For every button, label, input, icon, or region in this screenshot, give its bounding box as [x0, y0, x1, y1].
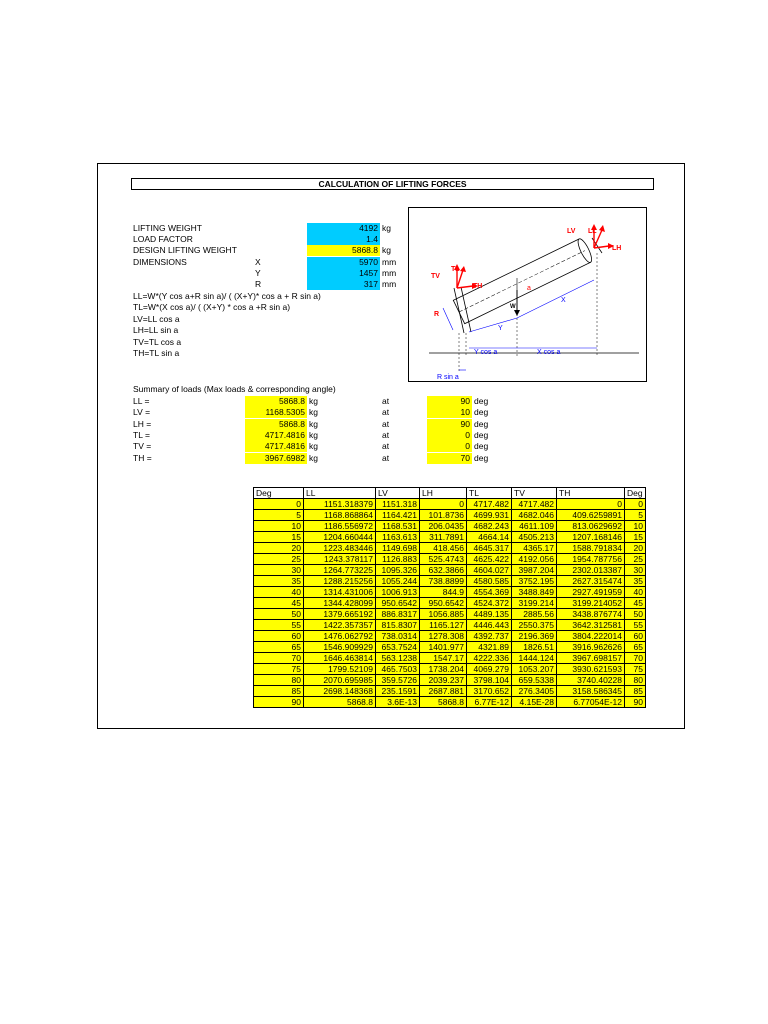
table-cell: 25 — [254, 554, 304, 565]
table-cell: 3158.586345 — [557, 686, 625, 697]
summary-unit: kg — [309, 429, 318, 440]
r-dim — [443, 308, 453, 330]
table-cell: 1204.660444 — [304, 532, 376, 543]
load-factor-value[interactable]: 1.4 — [307, 234, 380, 245]
table-cell: 4611.109 — [512, 521, 557, 532]
summary-deg: deg — [474, 418, 489, 429]
summary-at: at — [382, 452, 390, 463]
table-cell: 3916.962626 — [557, 642, 625, 653]
summary-angle: 70 — [427, 453, 472, 464]
vessel-body — [453, 237, 594, 323]
summary-deg: deg — [474, 407, 489, 418]
formula-ll: LL=W*(Y cos a+R sin a)/ ( (X+Y)* cos a + R sin a) — [133, 291, 321, 301]
summary-heading: Summary of loads (Max loads & corresponding angle) — [133, 384, 336, 394]
summary-deg: deg — [474, 441, 489, 452]
table-cell: 5868.8 — [420, 697, 467, 708]
table-cell: 30 — [254, 565, 304, 576]
summary-unit: kg — [309, 452, 318, 463]
summary-at: at — [382, 441, 390, 452]
table-cell: 4664.14 — [467, 532, 512, 543]
r-value[interactable]: 317 — [307, 279, 380, 290]
table-cell: 3642.312581 — [557, 620, 625, 631]
label-tl: TL — [451, 266, 460, 273]
th-arrow — [457, 286, 473, 288]
table-cell: 45 — [254, 598, 304, 609]
table-cell: 1264.773225 — [304, 565, 376, 576]
table-cell: 950.6542 — [420, 598, 467, 609]
table-cell: 563.1238 — [376, 653, 420, 664]
table-cell: 815.8307 — [376, 620, 420, 631]
label-lh: LH — [612, 245, 622, 252]
formula-tv: TV=TL cos a — [133, 337, 182, 347]
summary-label: TV = — [133, 441, 152, 452]
table-cell: 0 — [625, 499, 646, 510]
lifting-weight-unit: kg — [382, 223, 391, 233]
lifting-weight-label: LIFTING WEIGHT — [133, 223, 202, 233]
table-cell: 4554.369 — [467, 587, 512, 598]
w-arrow-head — [514, 310, 520, 316]
table-cell: 70 — [625, 653, 646, 664]
label-r: R — [434, 311, 440, 318]
table-cell: 4717.482 — [512, 499, 557, 510]
summary-unit: kg — [309, 441, 318, 452]
table-cell: 3199.214052 — [557, 598, 625, 609]
design-weight-label: DESIGN LIFTING WEIGHT — [133, 245, 237, 255]
summary-label: TH = — [133, 452, 152, 463]
lifting-diagram — [408, 207, 647, 382]
table-cell: 1006.913 — [376, 587, 420, 598]
y-unit: mm — [382, 268, 397, 278]
col-ll: LL — [304, 488, 376, 499]
table-cell: 1344.428099 — [304, 598, 376, 609]
table-cell: 0 — [557, 499, 625, 510]
table-cell: 0 — [254, 499, 304, 510]
summary-value: 1168.5305 — [245, 407, 307, 418]
y-dim — [469, 318, 517, 332]
table-cell: 1149.698 — [376, 543, 420, 554]
table-cell: 4604.027 — [467, 565, 512, 576]
table-cell: 2302.013387 — [557, 565, 625, 576]
col-deg: Deg — [254, 488, 304, 499]
table-cell: 1207.168146 — [557, 532, 625, 543]
table-cell: 45 — [625, 598, 646, 609]
table-cell: 659.5338 — [512, 675, 557, 686]
table-cell: 1379.665192 — [304, 609, 376, 620]
table-cell: 1401.977 — [420, 642, 467, 653]
table-cell: 1954.787756 — [557, 554, 625, 565]
table-cell: 1444.124 — [512, 653, 557, 664]
formula-tl: TL=W*(X cos a)/ ( (X+Y) * cos a +R sin a) — [133, 302, 291, 312]
label-tv: TV — [431, 273, 440, 280]
formula-lv: LV=LL cos a — [133, 314, 180, 324]
table-row — [254, 565, 646, 576]
table-cell: 4682.046 — [512, 510, 557, 521]
table-cell: 101.8736 — [420, 510, 467, 521]
label-angle: a — [527, 285, 531, 292]
table-cell: 844.9 — [420, 587, 467, 598]
load-table — [253, 487, 646, 708]
table-cell: 2070.695985 — [304, 675, 376, 686]
table-cell: 1288.215256 — [304, 576, 376, 587]
table-cell: 4321.89 — [467, 642, 512, 653]
table-cell: 1168.868864 — [304, 510, 376, 521]
table-cell: 4392.737 — [467, 631, 512, 642]
table-cell: 1164.421 — [376, 510, 420, 521]
label-ycos: Y cos a — [474, 349, 498, 356]
table-row — [254, 642, 646, 653]
lh-arrow — [594, 246, 609, 248]
summary-label: LL = — [133, 396, 150, 406]
table-cell: 6.77E-12 — [467, 697, 512, 708]
summary-label: LV = — [133, 407, 151, 418]
table-cell: 50 — [254, 609, 304, 620]
y-value[interactable]: 1457 — [307, 268, 380, 279]
summary-angle: 0 — [427, 441, 472, 452]
table-cell: 1546.909929 — [304, 642, 376, 653]
formula-th: TH=TL sin a — [133, 348, 180, 358]
x-value[interactable]: 5970 — [307, 257, 380, 268]
table-cell: 75 — [254, 664, 304, 675]
summary-at: at — [382, 396, 390, 406]
table-cell: 85 — [254, 686, 304, 697]
table-row — [254, 499, 646, 510]
summary-value: 3967.6982 — [245, 453, 307, 464]
summary-unit: kg — [309, 396, 318, 406]
y-label: Y — [255, 268, 261, 278]
table-cell: 25 — [625, 554, 646, 565]
summary-angle: 0 — [427, 430, 472, 441]
table-cell: 15 — [625, 532, 646, 543]
summary-angle: 90 — [427, 396, 472, 407]
table-cell: 65 — [625, 642, 646, 653]
summary-value: 4717.4816 — [245, 430, 307, 441]
lifting-weight-value[interactable]: 4192 — [307, 223, 380, 234]
load-factor-label: LOAD FACTOR — [133, 234, 193, 244]
table-cell: 5 — [254, 510, 304, 521]
table-cell: 525.4743 — [420, 554, 467, 565]
label-x: X — [561, 297, 566, 304]
table-cell: 2698.148368 — [304, 686, 376, 697]
table-row — [254, 653, 646, 664]
ll-arrow-head — [599, 225, 605, 232]
summary-at: at — [382, 407, 390, 418]
table-row — [254, 510, 646, 521]
table-cell: 3752.195 — [512, 576, 557, 587]
table-cell: 3170.652 — [467, 686, 512, 697]
table-cell: 3488.849 — [512, 587, 557, 598]
table-cell: 0 — [420, 499, 467, 510]
load-table-header — [254, 488, 646, 499]
design-weight-value: 5868.8 — [307, 245, 380, 256]
r-unit: mm — [382, 279, 397, 289]
table-cell: 1476.062792 — [304, 631, 376, 642]
table-cell: 4365.17 — [512, 543, 557, 554]
table-cell: 1422.357357 — [304, 620, 376, 631]
table-cell: 2196.369 — [512, 631, 557, 642]
col-tl: TL — [467, 488, 512, 499]
table-cell: 85 — [625, 686, 646, 697]
summary-unit: kg — [309, 407, 318, 418]
label-rsin: R sin a — [437, 374, 459, 381]
table-cell: 311.7891 — [420, 532, 467, 543]
table-cell: 465.7503 — [376, 664, 420, 675]
table-cell: 4580.585 — [467, 576, 512, 587]
col-lh: LH — [420, 488, 467, 499]
table-cell: 418.456 — [420, 543, 467, 554]
table-cell: 409.6259891 — [557, 510, 625, 521]
table-cell: 4505.213 — [512, 532, 557, 543]
col-tv: TV — [512, 488, 557, 499]
x-label: X — [255, 257, 261, 267]
table-cell: 80 — [625, 675, 646, 686]
col-lv: LV — [376, 488, 420, 499]
table-cell: 90 — [254, 697, 304, 708]
design-weight-unit: kg — [382, 245, 391, 255]
table-cell: 1163.613 — [376, 532, 420, 543]
table-cell: 1278.308 — [420, 631, 467, 642]
summary-at: at — [382, 429, 390, 440]
label-th: TH — [473, 283, 483, 290]
table-cell: 35 — [254, 576, 304, 587]
table-cell: 206.0435 — [420, 521, 467, 532]
label-lv: LV — [567, 228, 576, 235]
table-cell: 4717.482 — [467, 499, 512, 510]
table-row — [254, 686, 646, 697]
tl-arrow-head — [460, 266, 466, 272]
table-cell: 3438.876774 — [557, 609, 625, 620]
table-cell: 10 — [254, 521, 304, 532]
col-th: TH — [557, 488, 625, 499]
table-cell: 20 — [254, 543, 304, 554]
dimensions-label: DIMENSIONS — [133, 257, 187, 267]
table-cell: 4222.336 — [467, 653, 512, 664]
table-row — [254, 631, 646, 642]
table-cell: 1738.204 — [420, 664, 467, 675]
x-unit: mm — [382, 257, 397, 267]
table-cell: 1223.483446 — [304, 543, 376, 554]
table-cell: 3967.698157 — [557, 653, 625, 664]
table-cell: 4645.317 — [467, 543, 512, 554]
table-cell: 4.15E-28 — [512, 697, 557, 708]
table-cell: 1168.531 — [376, 521, 420, 532]
table-cell: 80 — [254, 675, 304, 686]
col-deg-2: Deg — [625, 488, 646, 499]
table-cell: 1646.463814 — [304, 653, 376, 664]
table-cell: 30 — [625, 565, 646, 576]
table-row — [254, 554, 646, 565]
summary-deg: deg — [474, 452, 489, 463]
table-cell: 2039.237 — [420, 675, 467, 686]
table-cell: 1053.207 — [512, 664, 557, 675]
table-cell: 4524.372 — [467, 598, 512, 609]
table-cell: 50 — [625, 609, 646, 620]
table-cell: 359.5726 — [376, 675, 420, 686]
summary-deg: deg — [474, 429, 489, 440]
table-cell: 2550.375 — [512, 620, 557, 631]
lifting-diagram-svg — [409, 208, 646, 381]
label-ll: LL — [588, 228, 597, 235]
summary-angle: 90 — [427, 419, 472, 430]
table-cell: 3.6E-13 — [376, 697, 420, 708]
table-cell: 60 — [254, 631, 304, 642]
table-row — [254, 521, 646, 532]
table-cell: 2687.881 — [420, 686, 467, 697]
table-cell: 1151.318 — [376, 499, 420, 510]
table-cell: 886.8317 — [376, 609, 420, 620]
table-row — [254, 664, 646, 675]
table-cell: 1314.431006 — [304, 587, 376, 598]
summary-unit: kg — [309, 418, 318, 429]
table-row — [254, 697, 646, 708]
table-cell: 2927.491959 — [557, 587, 625, 598]
table-cell: 738.8899 — [420, 576, 467, 587]
table-cell: 2627.315474 — [557, 576, 625, 587]
table-cell: 3804.222014 — [557, 631, 625, 642]
summary-value: 5868.8 — [245, 396, 307, 407]
table-cell: 1799.52109 — [304, 664, 376, 675]
table-cell: 40 — [625, 587, 646, 598]
table-cell: 1588.791834 — [557, 543, 625, 554]
table-cell: 4069.279 — [467, 664, 512, 675]
summary-angle: 10 — [427, 407, 472, 418]
table-cell: 35 — [625, 576, 646, 587]
summary-at: at — [382, 418, 390, 429]
table-cell: 632.3866 — [420, 565, 467, 576]
table-cell: 3740.40228 — [557, 675, 625, 686]
table-cell: 10 — [625, 521, 646, 532]
label-y: Y — [498, 325, 503, 332]
table-cell: 4682.243 — [467, 521, 512, 532]
table-cell: 40 — [254, 587, 304, 598]
table-cell: 3930.621593 — [557, 664, 625, 675]
label-xcos: X cos a — [537, 349, 561, 356]
table-cell: 738.0314 — [376, 631, 420, 642]
table-row — [254, 675, 646, 686]
table-cell: 55 — [254, 620, 304, 631]
table-cell: 90 — [625, 697, 646, 708]
table-cell: 65 — [254, 642, 304, 653]
summary-value: 4717.4816 — [245, 441, 307, 452]
table-cell: 75 — [625, 664, 646, 675]
table-cell: 2885.56 — [512, 609, 557, 620]
table-cell: 1547.17 — [420, 653, 467, 664]
table-cell: 20 — [625, 543, 646, 554]
table-cell: 1151.318379 — [304, 499, 376, 510]
table-cell: 1243.378117 — [304, 554, 376, 565]
table-cell: 70 — [254, 653, 304, 664]
table-row — [254, 620, 646, 631]
label-w: W — [510, 304, 516, 310]
summary-label: TL = — [133, 429, 150, 440]
table-cell: 55 — [625, 620, 646, 631]
table-row — [254, 543, 646, 554]
table-cell: 6.77054E-12 — [557, 697, 625, 708]
table-cell: 1126.883 — [376, 554, 420, 565]
table-cell: 15 — [254, 532, 304, 543]
table-cell: 4625.422 — [467, 554, 512, 565]
r-label: R — [255, 279, 262, 289]
table-cell: 1826.51 — [512, 642, 557, 653]
table-row — [254, 576, 646, 587]
table-cell: 4446.443 — [467, 620, 512, 631]
table-cell: 4699.931 — [467, 510, 512, 521]
table-cell: 1056.885 — [420, 609, 467, 620]
table-cell: 4192.056 — [512, 554, 557, 565]
table-row — [254, 532, 646, 543]
table-cell: 276.3405 — [512, 686, 557, 697]
summary-label: LH = — [133, 418, 152, 429]
table-row — [254, 587, 646, 598]
table-cell: 3798.104 — [467, 675, 512, 686]
table-cell: 3987.204 — [512, 565, 557, 576]
formula-lh: LH=LL sin a — [133, 325, 179, 335]
table-cell: 1095.326 — [376, 565, 420, 576]
table-cell: 1186.556972 — [304, 521, 376, 532]
table-cell: 1055.244 — [376, 576, 420, 587]
summary-value: 5868.8 — [245, 419, 307, 430]
table-cell: 813.0629692 — [557, 521, 625, 532]
table-cell: 60 — [625, 631, 646, 642]
table-row — [254, 598, 646, 609]
table-cell: 653.7524 — [376, 642, 420, 653]
table-cell: 5868.8 — [304, 697, 376, 708]
table-cell: 235.1591 — [376, 686, 420, 697]
table-cell: 1165.127 — [420, 620, 467, 631]
summary-deg: deg — [474, 396, 489, 406]
sheet-title: CALCULATION OF LIFTING FORCES — [131, 178, 654, 190]
table-cell: 5 — [625, 510, 646, 521]
table-row — [254, 609, 646, 620]
table-cell: 4489.135 — [467, 609, 512, 620]
table-cell: 3199.214 — [512, 598, 557, 609]
table-cell: 950.6542 — [376, 598, 420, 609]
